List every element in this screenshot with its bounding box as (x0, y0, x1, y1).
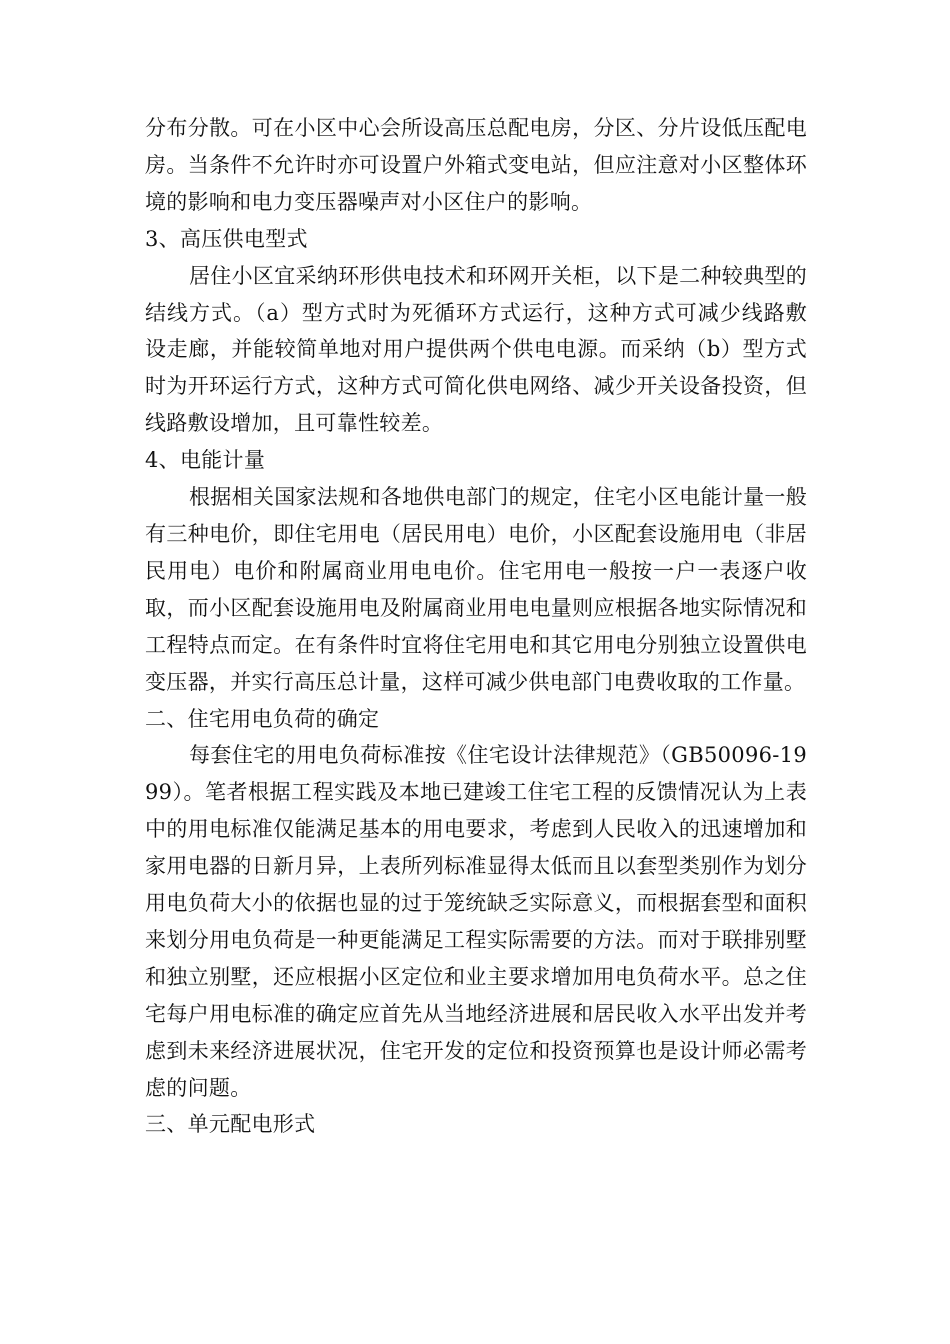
heading-residential-load: 二、住宅用电负荷的确定 (145, 706, 380, 731)
paragraph-metering-rules: 根据相关国家法规和各地供电部门的规定，住宅小区电能计量一般有三种电价，即住宅用电（居民用电）电价，小区配套设施用电（非居民用电）电价和附属商业用电电价。住宅用电一般按一户一表逐户收取，而小区配套设施用电及附属商业用电电量则应根据各地实际情况和工程特点而定。在有条件时宜将住宅用电和其它用电分别独立设置供电变压器，并实行高压总计量，这样可减少供电部门电费收取的工作量。 (145, 485, 807, 694)
paragraph-load-standard: 每套住宅的用电负荷标准按《住宅设计法律规范》（GB50096-1999）。笔者根据工程实践及本地已建竣工住宅工程的反馈情况认为上表中的用电标准仅能满足基本的用电要求，考虑到人民收入的迅速增加和家用电器的日新月异，上表所列标准显得太低而且以套型类别作为划分用电负荷大小的依据也显的过于笼统缺乏实际意义，而根据套型和面积来划分用电负荷是一种更能满足工程实际需要的方法。而对于联排别墅和独立别墅，还应根据小区定位和业主要求增加用电负荷水平。总之住宅每户用电标准的确定应首先从当地经济进展和居民收入水平出发并考虑到未来经济进展状况，住宅开发的定位和投资预算也是设计师必需考虑的问题。 (145, 743, 807, 1100)
document-body (145, 110, 807, 1143)
heading-high-voltage-supply: 3、高压供电型式 (145, 226, 308, 251)
paragraph-area-distribution: 分布分散。可在小区中心会所设高压总配电房，分区、分片设低压配电房。当条件不允许时亦可设置户外箱式变电站，但应注意对小区整体环境的影响和电力变压器噪声对小区住户的影响。 (145, 116, 807, 214)
heading-energy-metering: 4、电能计量 (145, 448, 266, 473)
paragraph-ring-supply: 居住小区宜采纳环形供电技术和环网开关柜，以下是二种较典型的结线方式。（a）型方式时为死循环方式运行，这种方式可减少线路敷设走廊，并能较简单地对用户提供两个供电电源。而采纳（b）型方式时为开环运行方式，这种方式可简化供电网络、减少开关设备投资，但线路敷设增加，且可靠性较差。 (145, 263, 807, 436)
heading-unit-distribution: 三、单元配电形式 (145, 1112, 316, 1137)
